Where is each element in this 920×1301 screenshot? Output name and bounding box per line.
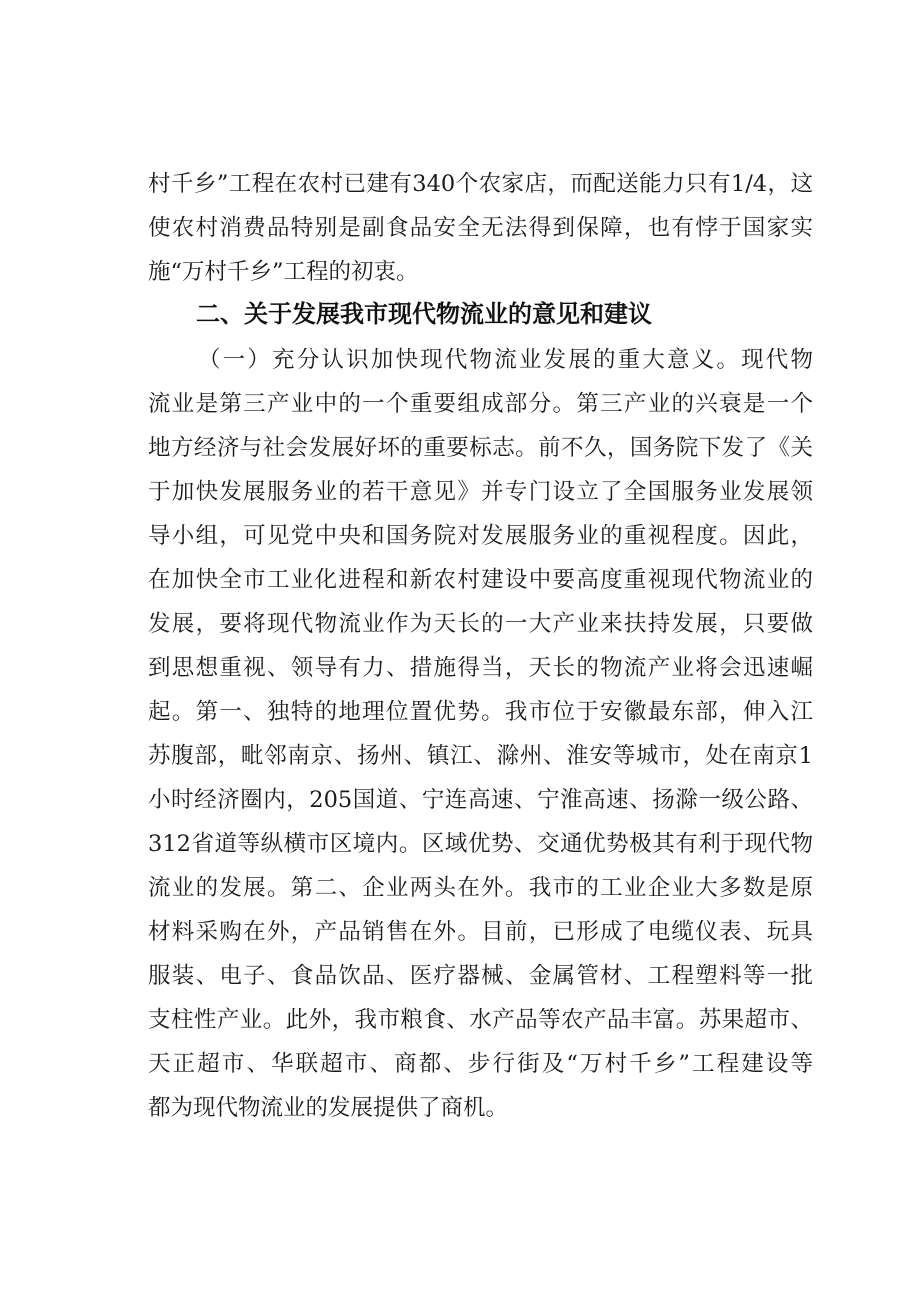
paragraph-line: 施“万村千乡”工程的初衷。 bbox=[148, 259, 419, 285]
paragraph-line: 312省道等纵横市区境内。区域优势、交通优势极其有利于现代物 bbox=[148, 831, 813, 857]
paragraph-line: 地方经济与社会发展好坏的重要标志。前不久，国务院下发了《关 bbox=[148, 435, 813, 461]
paragraph-line: 支柱性产业。此外，我市粮食、水产品等农产品丰富。苏果超市、 bbox=[148, 1007, 813, 1033]
paragraph-line: （一）充分认识加快现代物流业发展的重大意义。现代物 bbox=[198, 347, 813, 373]
paragraph-line: 苏腹部，毗邻南京、扬州、镇江、滁州、淮安等城市，处在南京1 bbox=[148, 743, 813, 769]
paragraph-line: 导小组，可见党中央和国务院对发展服务业的重视程度。因此， bbox=[148, 523, 813, 549]
paragraph-1 bbox=[148, 162, 813, 294]
section-heading: 二、关于发展我市现代物流业的意见和建议 bbox=[196, 300, 652, 328]
paragraph-line: 流业是第三产业中的一个重要组成部分。第三产业的兴衰是一个 bbox=[148, 391, 813, 417]
paragraph-line: 服装、电子、食品饮品、医疗器械、金属管材、工程塑料等一批 bbox=[148, 963, 813, 989]
paragraph-line: 村千乡”工程在农村已建有340个农家店，而配送能力只有1/4，这 bbox=[148, 171, 813, 197]
paragraph-line: 在加快全市工业化进程和新农村建设中要高度重视现代物流业的 bbox=[148, 567, 813, 593]
paragraph-line: 流业的发展。第二、企业两头在外。我市的工业企业大多数是原 bbox=[148, 875, 813, 901]
paragraph-line: 发展，要将现代物流业作为天长的一大产业来扶持发展，只要做 bbox=[148, 611, 813, 637]
paragraph-line: 到思想重视、领导有力、措施得当，天长的物流产业将会迅速崛 bbox=[148, 655, 813, 681]
paragraph-line: 于加快发展服务业的若干意见》并专门设立了全国服务业发展领 bbox=[148, 479, 813, 505]
paragraph-line: 材料采购在外，产品销售在外。目前，已形成了电缆仪表、玩具 bbox=[148, 919, 813, 945]
paragraph-line: 使农村消费品特别是副食品安全无法得到保障，也有悖于国家实 bbox=[148, 215, 813, 241]
paragraph-line: 天正超市、华联超市、商都、步行街及“万村千乡”工程建设等 bbox=[148, 1051, 813, 1077]
paragraph-line: 小时经济圈内，205国道、宁连高速、宁淮高速、扬滁一级公路、 bbox=[148, 787, 813, 813]
paragraph-line: 起。第一、独特的地理位置优势。我市位于安徽最东部，伸入江 bbox=[148, 699, 813, 725]
paragraph-2 bbox=[148, 338, 813, 1130]
paragraph-line: 都为现代物流业的发展提供了商机。 bbox=[148, 1095, 509, 1121]
